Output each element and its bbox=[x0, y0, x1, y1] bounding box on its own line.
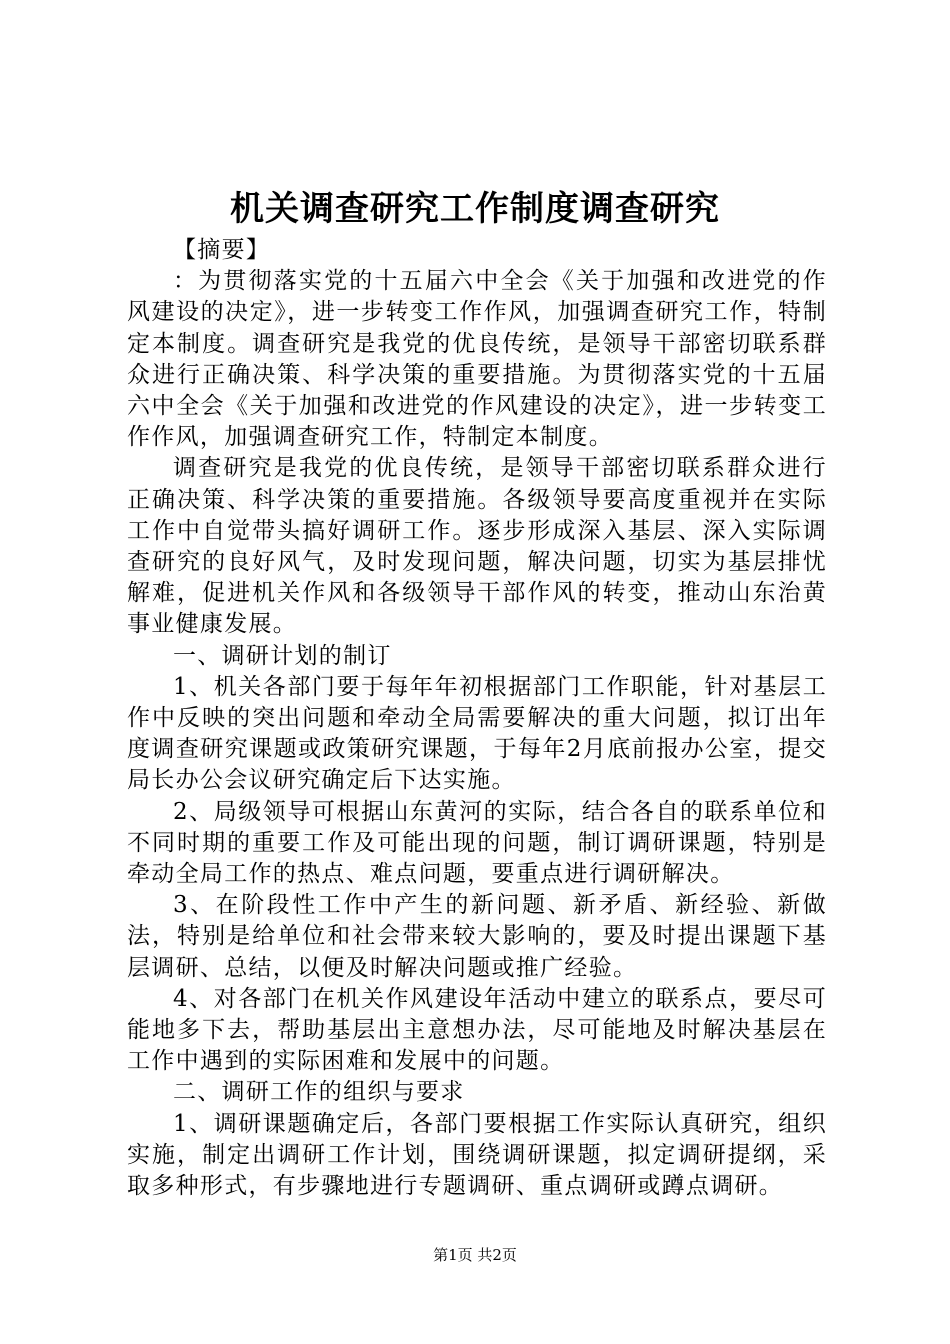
body-paragraph: 1、调研课题确定后，各部门要根据工作实际认真研究，组织实施，制定出调研工作计划，围绕调研课题，拟定调研提纲，采取多种形式，有步骤地进行专题调研、重点调研或蹲点调研。 bbox=[127, 1110, 827, 1200]
document-title: 机关调查研究工作制度调查研究 bbox=[230, 189, 720, 229]
body-paragraph: 4、对各部门在机关作风建设年活动中建立的联系点，要尽可能地多下去，帮助基层出主意想办法，尽可能地及时解决基层在工作中遇到的实际困难和发展中的问题。 bbox=[127, 985, 827, 1075]
body-paragraph: 3、在阶段性工作中产生的新问题、新矛盾、新经验、新做法，特别是给单位和社会带来较大影响的，要及时提出课题下基层调研、总结，以便及时解决问题或推广经验。 bbox=[127, 892, 827, 981]
abstract-paragraph: ：为贯彻落实党的十五届六中全会《关于加强和改进党的作风建设的决定》，进一步转变工作作风，加强调查研究工作，特制定本制度。调查研究是我党的优良传统，是领导干部密切联系群众进行正确决策、科学决策的重要措施。为贯彻落实党的十五届六中全会《关于加强和改进党的作风建设的决定》，进一步转变工作作风，加强调查研究工作，特制定本制度。 bbox=[127, 268, 827, 451]
document-body bbox=[127, 235, 827, 1202]
body-paragraph: 调查研究是我党的优良传统，是领导干部密切联系群众进行正确决策、科学决策的重要措施。各级领导要高度重视并在实际工作中自觉带头搞好调研工作。逐步形成深入基层、深入实际调查研究的良好风气，及时发现问题，解决问题，切实为基层排忧解难，促进机关作风和各级领导干部作风的转变，推动山东治黄事业健康发展。 bbox=[127, 455, 827, 638]
section-heading: 一、调研计划的制订 bbox=[173, 642, 392, 669]
section-heading: 二、调研工作的组织与要求 bbox=[173, 1079, 465, 1106]
body-paragraph: 2、局级领导可根据山东黄河的实际，结合各自的联系单位和不同时期的重要工作及可能出现的问题，制订调研课题，特别是牵动全局工作的热点、难点问题，要重点进行调研解决。 bbox=[127, 798, 827, 888]
abstract-label: 【摘要】 bbox=[173, 237, 271, 263]
body-paragraph: 1、机关各部门要于每年年初根据部门工作职能，针对基层工作中反映的突出问题和牵动全局需要解决的重大问题，拟订出年度调查研究课题或政策研究课题，于每年2月底前报办公室，提交局长办公会议研究确定后下达实施。 bbox=[127, 673, 827, 794]
page-number-footer: 第1页 共2页 bbox=[433, 1246, 517, 1264]
